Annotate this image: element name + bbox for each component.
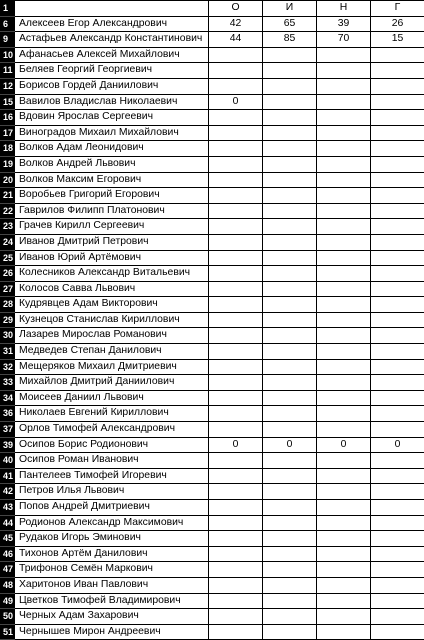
score-cell[interactable]: [263, 47, 317, 63]
row-number[interactable]: 18: [1, 141, 15, 157]
score-cell[interactable]: [317, 203, 371, 219]
table-row: [1, 281, 424, 297]
row-number[interactable]: 28: [1, 297, 15, 313]
table-row: [1, 531, 424, 547]
row-number[interactable]: 43: [1, 500, 15, 516]
score-cell[interactable]: [371, 390, 424, 406]
score-cell[interactable]: [317, 344, 371, 360]
student-name-cell[interactable]: Алексеев Егор Александрович: [15, 16, 209, 32]
score-cell[interactable]: [263, 266, 317, 282]
table-row: [1, 500, 424, 516]
row-number[interactable]: 11: [1, 63, 15, 79]
score-cell[interactable]: [263, 577, 317, 593]
score-cell[interactable]: [371, 577, 424, 593]
score-cell[interactable]: [263, 188, 317, 204]
score-cell[interactable]: [209, 188, 263, 204]
table-row: [1, 359, 424, 375]
student-name-cell[interactable]: Волков Максим Егорович: [15, 172, 209, 188]
score-cell[interactable]: [209, 141, 263, 157]
score-cell[interactable]: [209, 297, 263, 313]
score-cell[interactable]: [209, 78, 263, 94]
score-cell[interactable]: 70: [317, 32, 371, 48]
header-cell-i[interactable]: И: [263, 1, 317, 17]
row-number[interactable]: 30: [1, 328, 15, 344]
score-cell[interactable]: [263, 234, 317, 250]
score-cell[interactable]: [371, 500, 424, 516]
score-cell[interactable]: 85: [263, 32, 317, 48]
student-name-cell[interactable]: Чернышев Мирон Андреевич: [15, 624, 209, 640]
table-row: [1, 188, 424, 204]
row-number[interactable]: 42: [1, 484, 15, 500]
score-cell[interactable]: [371, 172, 424, 188]
student-name-cell[interactable]: Беляев Георгий Георгиевич: [15, 63, 209, 79]
student-name-cell[interactable]: Колесников Александр Витальевич: [15, 266, 209, 282]
student-name-cell[interactable]: Трифонов Семён Маркович: [15, 562, 209, 578]
table-row: [1, 78, 424, 94]
score-cell[interactable]: [371, 250, 424, 266]
score-cell[interactable]: [263, 593, 317, 609]
score-cell[interactable]: [371, 359, 424, 375]
score-cell[interactable]: [263, 359, 317, 375]
score-cell[interactable]: [317, 266, 371, 282]
table-row: [1, 312, 424, 328]
score-cell[interactable]: [317, 188, 371, 204]
row-number[interactable]: 41: [1, 468, 15, 484]
student-name-cell[interactable]: Родионов Александр Максимович: [15, 515, 209, 531]
score-cell[interactable]: [317, 390, 371, 406]
score-cell[interactable]: [317, 422, 371, 438]
student-name-cell[interactable]: Медведев Степан Данилович: [15, 344, 209, 360]
row-number[interactable]: 27: [1, 281, 15, 297]
score-cell[interactable]: [371, 266, 424, 282]
score-cell[interactable]: 0: [317, 437, 371, 453]
table-row: [1, 546, 424, 562]
student-name-cell[interactable]: Воробьев Григорий Егорович: [15, 188, 209, 204]
table-row: [1, 562, 424, 578]
score-cell[interactable]: [209, 250, 263, 266]
table-row: [1, 453, 424, 469]
score-cell[interactable]: 44: [209, 32, 263, 48]
row-number[interactable]: 39: [1, 437, 15, 453]
score-cell[interactable]: [263, 531, 317, 547]
score-cell[interactable]: [317, 577, 371, 593]
score-cell[interactable]: 15: [371, 32, 424, 48]
row-number[interactable]: 23: [1, 219, 15, 235]
score-cell[interactable]: [371, 546, 424, 562]
row-number[interactable]: 25: [1, 250, 15, 266]
score-cell[interactable]: [371, 141, 424, 157]
score-cell[interactable]: [371, 297, 424, 313]
score-cell[interactable]: [371, 468, 424, 484]
score-cell[interactable]: [209, 624, 263, 640]
score-cell[interactable]: [263, 344, 317, 360]
row-number[interactable]: 32: [1, 359, 15, 375]
score-cell[interactable]: [263, 281, 317, 297]
student-name-cell[interactable]: Мещеряков Михаил Дмитриевич: [15, 359, 209, 375]
score-cell[interactable]: [263, 500, 317, 516]
score-cell[interactable]: [317, 531, 371, 547]
score-cell[interactable]: [209, 328, 263, 344]
score-cell[interactable]: [209, 609, 263, 625]
score-cell[interactable]: [317, 141, 371, 157]
table-row: [1, 16, 424, 32]
score-cell[interactable]: [317, 94, 371, 110]
score-cell[interactable]: [263, 453, 317, 469]
table-row: [1, 234, 424, 250]
table-row: [1, 577, 424, 593]
score-cell[interactable]: [317, 156, 371, 172]
row-number[interactable]: 9: [1, 32, 15, 48]
score-cell[interactable]: [371, 188, 424, 204]
row-number[interactable]: 34: [1, 390, 15, 406]
row-number[interactable]: 17: [1, 125, 15, 141]
table-row: [1, 47, 424, 63]
score-cell[interactable]: [263, 110, 317, 126]
header-cell-n[interactable]: Н: [317, 1, 371, 17]
score-cell[interactable]: 42: [209, 16, 263, 32]
row-number[interactable]: 29: [1, 312, 15, 328]
table-row: [1, 141, 424, 157]
score-cell[interactable]: [209, 422, 263, 438]
row-number[interactable]: 31: [1, 344, 15, 360]
row-number[interactable]: 21: [1, 188, 15, 204]
score-cell[interactable]: [209, 468, 263, 484]
student-name-cell[interactable]: Кудрявцев Адам Викторович: [15, 297, 209, 313]
table-row: [1, 63, 424, 79]
score-cell[interactable]: [317, 546, 371, 562]
row-number[interactable]: 50: [1, 609, 15, 625]
score-cell[interactable]: [317, 125, 371, 141]
student-name-cell[interactable]: Осипов Борис Родионович: [15, 437, 209, 453]
row-number[interactable]: 47: [1, 562, 15, 578]
score-cell[interactable]: [317, 47, 371, 63]
row-number[interactable]: 45: [1, 531, 15, 547]
header-cell-name[interactable]: [15, 1, 209, 17]
score-cell[interactable]: [263, 624, 317, 640]
row-number[interactable]: 16: [1, 110, 15, 126]
table-row: [1, 609, 424, 625]
score-cell[interactable]: [209, 47, 263, 63]
score-cell[interactable]: [263, 63, 317, 79]
score-cell[interactable]: [317, 297, 371, 313]
score-cell[interactable]: [209, 593, 263, 609]
score-cell[interactable]: [371, 47, 424, 63]
table-row: [1, 375, 424, 391]
score-cell[interactable]: [317, 593, 371, 609]
score-cell[interactable]: [371, 110, 424, 126]
score-cell[interactable]: [371, 422, 424, 438]
table-row: [1, 468, 424, 484]
score-cell[interactable]: [263, 297, 317, 313]
row-number[interactable]: 44: [1, 515, 15, 531]
score-cell[interactable]: [209, 125, 263, 141]
table-row: [1, 484, 424, 500]
score-cell[interactable]: [317, 78, 371, 94]
table-row: [1, 219, 424, 235]
score-cell[interactable]: [317, 453, 371, 469]
table-row: [1, 32, 424, 48]
table-row: [1, 437, 424, 453]
row-number[interactable]: 10: [1, 47, 15, 63]
score-cell[interactable]: 39: [317, 16, 371, 32]
table-row: [1, 422, 424, 438]
score-cell[interactable]: [317, 219, 371, 235]
score-cell[interactable]: [209, 577, 263, 593]
row-number[interactable]: 1: [1, 1, 15, 17]
score-cell[interactable]: [209, 562, 263, 578]
score-cell[interactable]: [209, 203, 263, 219]
table-row: [1, 266, 424, 282]
score-cell[interactable]: [263, 562, 317, 578]
score-cell[interactable]: [263, 94, 317, 110]
score-cell[interactable]: [209, 484, 263, 500]
score-cell[interactable]: 0: [263, 437, 317, 453]
score-cell[interactable]: [209, 219, 263, 235]
student-name-cell[interactable]: Орлов Тимофей Александрович: [15, 422, 209, 438]
student-name-cell[interactable]: Тихонов Артём Данилович: [15, 546, 209, 562]
score-cell[interactable]: [209, 390, 263, 406]
score-cell[interactable]: [209, 110, 263, 126]
student-name-cell[interactable]: Харитонов Иван Павлович: [15, 577, 209, 593]
score-cell[interactable]: [371, 515, 424, 531]
score-cell[interactable]: [209, 63, 263, 79]
student-name-cell[interactable]: Николаев Евгений Кириллович: [15, 406, 209, 422]
score-cell[interactable]: [371, 125, 424, 141]
header-row: [1, 1, 424, 17]
row-number[interactable]: 20: [1, 172, 15, 188]
score-cell[interactable]: [317, 500, 371, 516]
row-number[interactable]: 36: [1, 406, 15, 422]
row-number[interactable]: 48: [1, 577, 15, 593]
table-row: [1, 156, 424, 172]
row-number[interactable]: 12: [1, 78, 15, 94]
student-name-cell[interactable]: Колосов Савва Львович: [15, 281, 209, 297]
row-number[interactable]: 33: [1, 375, 15, 391]
score-cell[interactable]: [263, 328, 317, 344]
table-row: [1, 593, 424, 609]
table-row: [1, 203, 424, 219]
student-name-cell[interactable]: Вдовин Ярослав Сергеевич: [15, 110, 209, 126]
score-cell[interactable]: [263, 406, 317, 422]
table-row: [1, 328, 424, 344]
score-cell[interactable]: [371, 406, 424, 422]
score-cell[interactable]: [371, 94, 424, 110]
student-name-cell[interactable]: Рудаков Игорь Эминович: [15, 531, 209, 547]
student-name-cell[interactable]: Волков Андрей Львович: [15, 156, 209, 172]
table-row: [1, 406, 424, 422]
score-cell[interactable]: [317, 375, 371, 391]
row-number[interactable]: 15: [1, 94, 15, 110]
student-name-cell[interactable]: Моисеев Даниил Львович: [15, 390, 209, 406]
student-name-cell[interactable]: Лазарев Мирослав Романович: [15, 328, 209, 344]
student-name-cell[interactable]: Осипов Роман Иванович: [15, 453, 209, 469]
score-cell[interactable]: [317, 406, 371, 422]
score-cell[interactable]: [209, 375, 263, 391]
score-cell[interactable]: [371, 593, 424, 609]
score-cell[interactable]: [371, 531, 424, 547]
score-cell[interactable]: [371, 312, 424, 328]
score-cell[interactable]: [263, 203, 317, 219]
table-row: [1, 125, 424, 141]
score-cell[interactable]: [371, 78, 424, 94]
score-cell[interactable]: [263, 156, 317, 172]
score-cell[interactable]: [263, 78, 317, 94]
table-row: [1, 94, 424, 110]
score-cell[interactable]: [209, 515, 263, 531]
table-row: [1, 344, 424, 360]
score-cell[interactable]: [263, 375, 317, 391]
student-name-cell[interactable]: Гаврилов Филипп Платонович: [15, 203, 209, 219]
row-number[interactable]: 37: [1, 422, 15, 438]
score-cell[interactable]: [263, 609, 317, 625]
student-name-cell[interactable]: Виноградов Михаил Михайлович: [15, 125, 209, 141]
score-cell[interactable]: [317, 515, 371, 531]
row-number[interactable]: 49: [1, 593, 15, 609]
student-name-cell[interactable]: Попов Андрей Дмитриевич: [15, 500, 209, 516]
score-cell[interactable]: 0: [209, 437, 263, 453]
score-cell[interactable]: [263, 468, 317, 484]
score-cell[interactable]: [317, 110, 371, 126]
score-cell[interactable]: [263, 515, 317, 531]
score-cell[interactable]: [209, 344, 263, 360]
score-cell[interactable]: [209, 281, 263, 297]
student-name-cell[interactable]: Черных Адам Захарович: [15, 609, 209, 625]
student-name-cell[interactable]: Вавилов Владислав Николаевич: [15, 94, 209, 110]
student-name-cell[interactable]: Астафьев Александр Константинович: [15, 32, 209, 48]
table-row: [1, 515, 424, 531]
score-cell[interactable]: [371, 562, 424, 578]
score-cell[interactable]: [371, 624, 424, 640]
table-row: [1, 390, 424, 406]
score-cell[interactable]: [263, 484, 317, 500]
score-cell[interactable]: 0: [371, 437, 424, 453]
student-name-cell[interactable]: Иванов Юрий Артёмович: [15, 250, 209, 266]
score-cell[interactable]: [371, 234, 424, 250]
table-row: [1, 250, 424, 266]
row-number[interactable]: 26: [1, 266, 15, 282]
student-name-cell[interactable]: Грачев Кирилл Сергеевич: [15, 219, 209, 235]
student-name-cell[interactable]: Пантелеев Тимофей Игоревич: [15, 468, 209, 484]
student-name-cell[interactable]: Борисов Гордей Даниилович: [15, 78, 209, 94]
score-cell[interactable]: [209, 234, 263, 250]
score-cell[interactable]: [317, 359, 371, 375]
score-cell[interactable]: 26: [371, 16, 424, 32]
student-name-cell[interactable]: Михайлов Дмитрий Даниилович: [15, 375, 209, 391]
score-cell[interactable]: [209, 406, 263, 422]
score-cell[interactable]: [263, 390, 317, 406]
score-cell[interactable]: [317, 250, 371, 266]
score-cell[interactable]: [317, 172, 371, 188]
score-cell[interactable]: [209, 266, 263, 282]
row-number[interactable]: 51: [1, 624, 15, 640]
student-name-cell[interactable]: Иванов Дмитрий Петрович: [15, 234, 209, 250]
score-cell[interactable]: [371, 156, 424, 172]
table-row: [1, 172, 424, 188]
score-cell[interactable]: [317, 609, 371, 625]
student-name-cell[interactable]: Афанасьев Алексей Михайлович: [15, 47, 209, 63]
score-cell[interactable]: 0: [209, 94, 263, 110]
score-cell[interactable]: [209, 531, 263, 547]
score-cell[interactable]: [317, 281, 371, 297]
student-name-cell[interactable]: Кузнецов Станислав Кириллович: [15, 312, 209, 328]
score-cell[interactable]: [263, 312, 317, 328]
score-cell[interactable]: [371, 609, 424, 625]
student-name-cell[interactable]: Волков Адам Леонидович: [15, 141, 209, 157]
score-cell[interactable]: [371, 281, 424, 297]
score-cell[interactable]: [209, 453, 263, 469]
table-row: [1, 624, 424, 640]
score-cell[interactable]: [371, 484, 424, 500]
table-row: [1, 297, 424, 313]
score-cell[interactable]: [317, 234, 371, 250]
score-cell[interactable]: [317, 312, 371, 328]
score-cell[interactable]: [317, 624, 371, 640]
score-cell[interactable]: [209, 500, 263, 516]
score-cell[interactable]: [263, 422, 317, 438]
score-cell[interactable]: [371, 63, 424, 79]
header-cell-o[interactable]: О: [209, 1, 263, 17]
table-row: [1, 110, 424, 126]
header-cell-g[interactable]: Г: [371, 1, 424, 17]
score-cell[interactable]: [371, 219, 424, 235]
score-cell[interactable]: [209, 312, 263, 328]
score-cell[interactable]: [317, 468, 371, 484]
score-cell[interactable]: [371, 375, 424, 391]
score-cell[interactable]: [209, 172, 263, 188]
row-number[interactable]: 24: [1, 234, 15, 250]
row-number[interactable]: 46: [1, 546, 15, 562]
row-number[interactable]: 6: [1, 16, 15, 32]
score-cell[interactable]: [263, 125, 317, 141]
score-cell[interactable]: [263, 219, 317, 235]
score-cell[interactable]: [209, 546, 263, 562]
score-cell[interactable]: [371, 453, 424, 469]
row-number[interactable]: 19: [1, 156, 15, 172]
score-cell[interactable]: [317, 328, 371, 344]
score-cell[interactable]: [209, 156, 263, 172]
score-cell[interactable]: [317, 562, 371, 578]
score-cell[interactable]: [317, 63, 371, 79]
score-cell[interactable]: [209, 359, 263, 375]
row-number[interactable]: 40: [1, 453, 15, 469]
score-cell[interactable]: [371, 328, 424, 344]
score-cell[interactable]: [263, 141, 317, 157]
student-name-cell[interactable]: Петров Илья Львович: [15, 484, 209, 500]
score-cell[interactable]: [371, 344, 424, 360]
score-cell[interactable]: [263, 172, 317, 188]
score-cell[interactable]: [317, 484, 371, 500]
row-number[interactable]: 22: [1, 203, 15, 219]
score-cell[interactable]: 65: [263, 16, 317, 32]
score-cell[interactable]: [371, 203, 424, 219]
student-name-cell[interactable]: Цветков Тимофей Владимирович: [15, 593, 209, 609]
score-cell[interactable]: [263, 250, 317, 266]
score-cell[interactable]: [263, 546, 317, 562]
